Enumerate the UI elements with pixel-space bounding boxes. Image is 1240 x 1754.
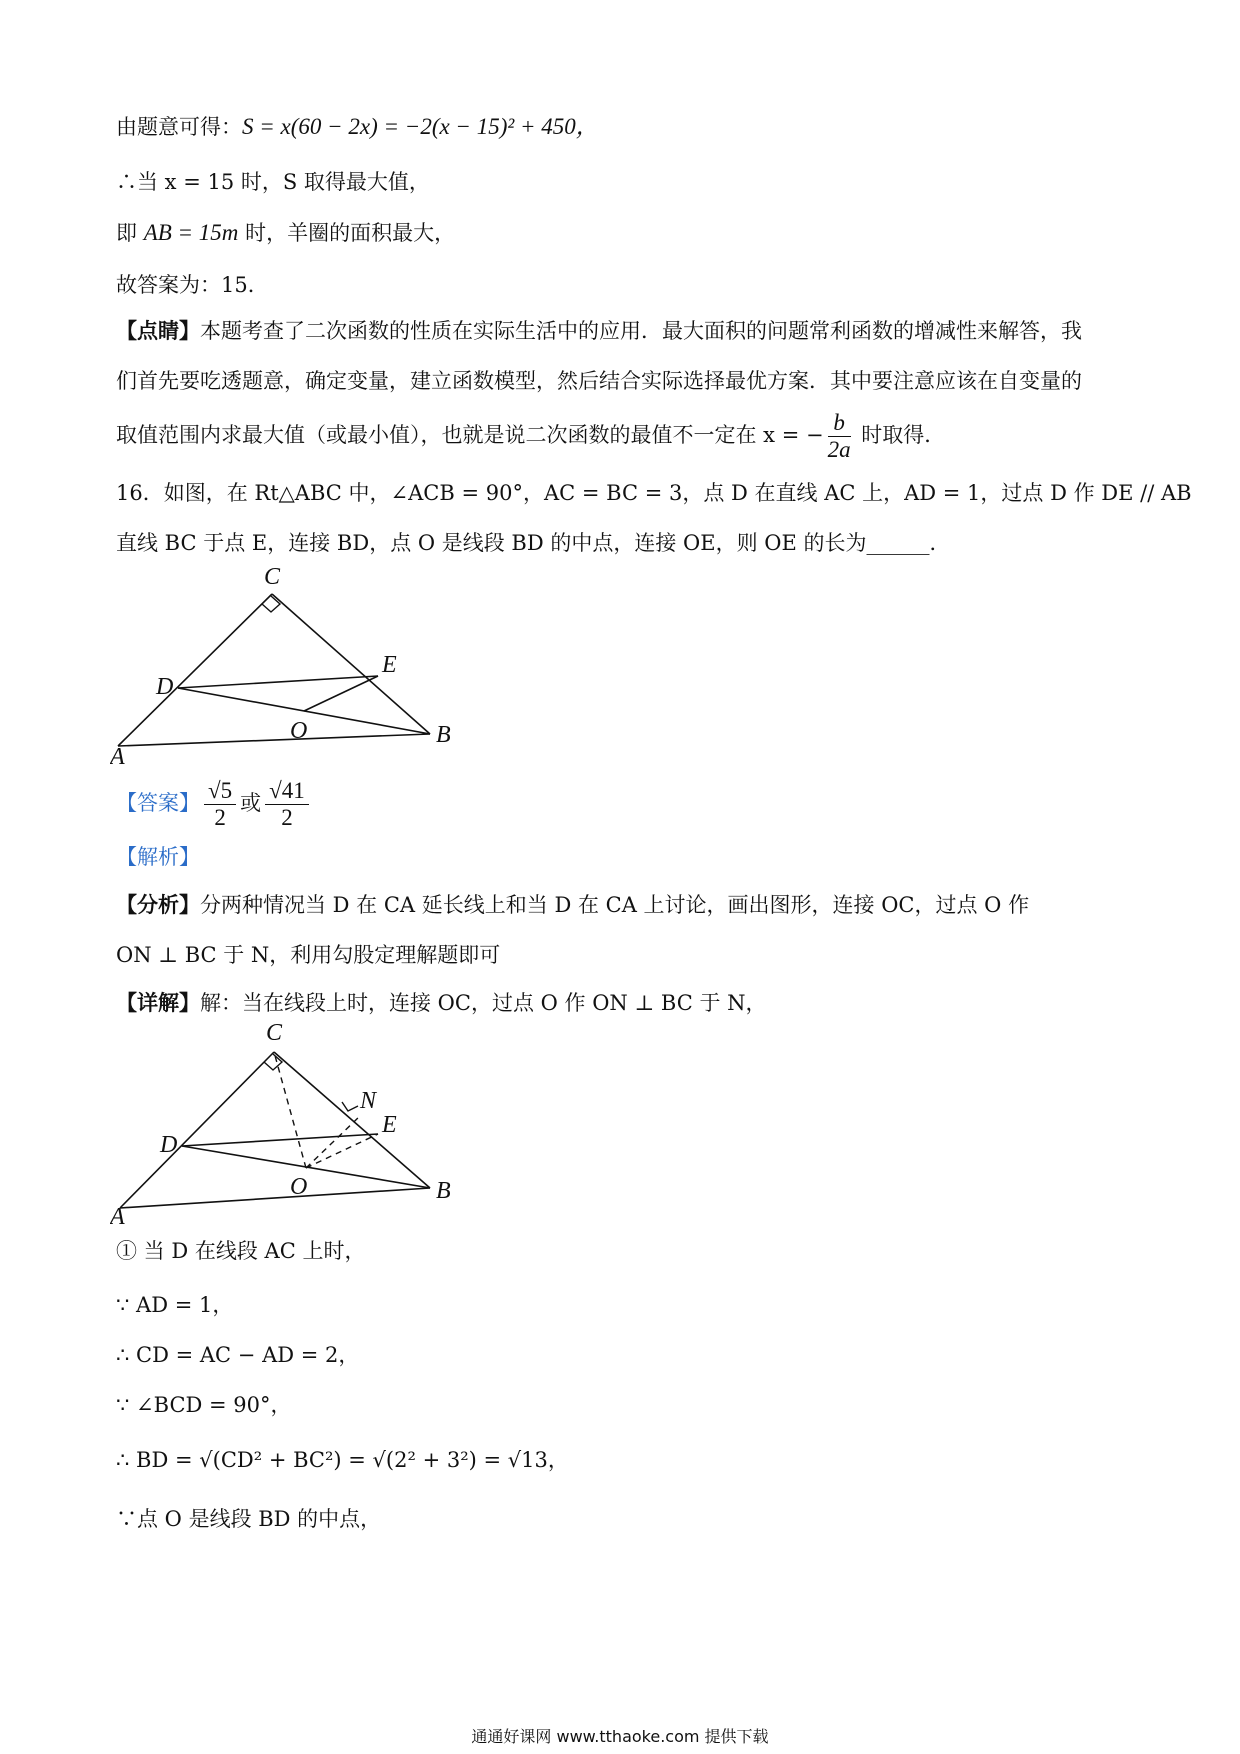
- dianjing-tag: 【点睛】: [116, 318, 200, 343]
- numerator: √41: [265, 778, 309, 805]
- answer-tag: 【答案】: [116, 791, 200, 815]
- label-D: D: [156, 674, 174, 700]
- text: 即: [116, 221, 144, 245]
- text: ∵ ∠BCD = 90°，: [116, 1393, 292, 1417]
- step-line-1: [116, 1236, 365, 1266]
- denominator: 2: [281, 805, 293, 830]
- denominator: 2: [214, 805, 226, 830]
- dianjing-line-1: [116, 316, 1082, 346]
- question-16-line-1: [116, 478, 1192, 508]
- step-line-5: [116, 1445, 569, 1475]
- xiangjie-tag: 【详解】: [116, 990, 200, 1015]
- jiexi-line: [116, 842, 200, 872]
- triangle-figure-1: [110, 560, 470, 774]
- label-D: D: [160, 1132, 178, 1158]
- label-A: A: [110, 1204, 125, 1226]
- step-line-2: [116, 1290, 233, 1320]
- text: 本题考查了二次函数的性质在实际生活中的应用．最大面积的问题常利函数的增减性来解答，我: [200, 319, 1082, 343]
- label-O: O: [290, 1174, 308, 1200]
- fenxi-line-1: [116, 890, 1029, 920]
- label-O: O: [290, 718, 308, 744]
- text: ∵ AD = 1，: [116, 1293, 234, 1317]
- fenxi-tag: 【分析】: [116, 892, 200, 917]
- text: 直线 BC 于点 E，连接 BD，点 O 是线段 BD 的中点，连接 OE，则 OE 的长为______．: [116, 531, 951, 555]
- dianjing-line-3: [116, 408, 945, 463]
- text: 由题意可得：: [116, 115, 242, 139]
- text: 解：当在线段上时，连接 OC，过点 O 作 ON ⊥ BC 于 N，: [200, 991, 767, 1015]
- label-E: E: [382, 652, 397, 678]
- question-16-line-2: [116, 528, 951, 558]
- numerator: b: [828, 410, 851, 437]
- label-N: N: [360, 1088, 377, 1114]
- solution-line-3: [116, 218, 455, 248]
- label-A: A: [110, 744, 125, 770]
- answer-fraction-1: [204, 778, 236, 831]
- text: ∵点 O 是线段 BD 的中点，: [116, 1507, 382, 1531]
- text: ∴ BD = √(CD² + BC²) = √(2² + 3²) = √13，: [116, 1448, 569, 1472]
- label-E: E: [382, 1112, 397, 1138]
- formula: AB = 15m: [143, 220, 239, 245]
- fraction-b-over-2a: [828, 410, 851, 463]
- label-B: B: [436, 722, 451, 748]
- xiangjie-line: [116, 988, 767, 1018]
- triangle-figure-2: [110, 1016, 470, 1230]
- formula: S = x(60 − 2x) = −2(x − 15)² + 450，: [242, 114, 599, 139]
- solution-line-4: [116, 270, 269, 300]
- label-C: C: [266, 1020, 283, 1046]
- text: 时取得．: [854, 423, 946, 447]
- text: 们首先要吃透题意，确定变量，建立函数模型，然后结合实际选择最优方案．其中要注意应该在自变量的: [116, 369, 1082, 393]
- text: 时，羊圈的面积最大，: [238, 221, 456, 245]
- solution-line-1: [116, 112, 599, 142]
- jiexi-tag: 【解析】: [116, 845, 200, 869]
- text: 取值范围内求最大值（或最小值），也就是说二次函数的最值不一定在 x = −: [116, 423, 824, 447]
- text: ∴当 x = 15 时，S 取得最大值，: [116, 170, 430, 194]
- answer-fraction-2: [265, 778, 309, 831]
- text: 故答案为：15．: [116, 273, 269, 297]
- label-B: B: [436, 1178, 451, 1204]
- text: 16．如图，在 Rt△ABC 中，∠ACB = 90°，AC = BC = 3，点 D 在直线 AC 上，AD = 1，过点 D 作 DE // AB: [116, 481, 1192, 505]
- text: ON ⊥ BC 于 N，利用勾股定理解题即可: [116, 943, 501, 967]
- dianjing-line-2: [116, 366, 1082, 396]
- text-or: 或: [240, 791, 262, 815]
- footer: 通通好课网 www.tthaoke.com 提供下载: [471, 1727, 769, 1746]
- step-line-4: [116, 1390, 292, 1420]
- step-line-6: [116, 1504, 381, 1534]
- text: ∴ CD = AC − AD = 2，: [116, 1343, 360, 1367]
- solution-line-2: [116, 167, 430, 197]
- label-C: C: [264, 564, 281, 590]
- numerator: √5: [204, 778, 236, 805]
- answer-line: [116, 776, 313, 831]
- denominator: 2a: [827, 437, 851, 462]
- text: 分两种情况当 D 在 CA 延长线上和当 D 在 CA 上讨论，画出图形，连接 OC，过点 O 作: [200, 893, 1030, 917]
- fenxi-line-2: [116, 940, 500, 970]
- step-line-3: [116, 1340, 359, 1370]
- text: ① 当 D 在线段 AC 上时，: [116, 1239, 366, 1263]
